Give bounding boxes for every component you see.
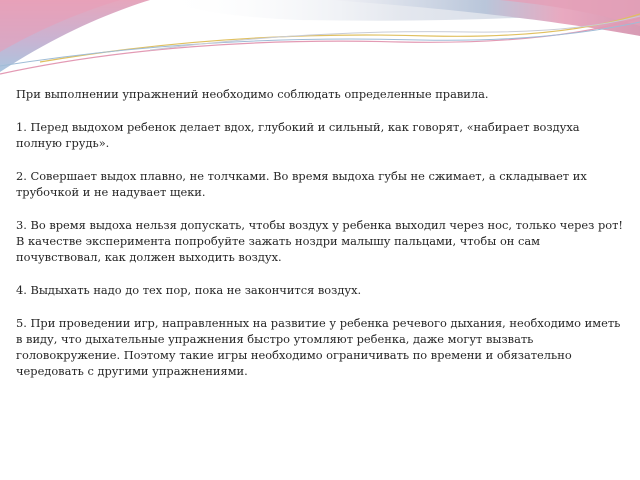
wave-line-pink <box>0 18 640 74</box>
paragraph-rule-3: 3. Во время выдоха нельзя допускать, чтобы воздух у ребенка выходил через нос, только через рот! В качестве эксперимента попробуйте зажать ноздри малышу пальцами, чтобы он сам почувствовал, как должен выходить воздух. <box>16 218 623 264</box>
paragraph-rule-5: 5. При проведении игр, направленных на развитие у ребенка речевого дыхания, необходимо иметь в виду, что дыхательные упражнения быстро утомляют ребенка, даже могут вызвать головокружение. Поэтому такие игры необходимо ограничивать по времени и обязательно чередовать с другими упражнениями. <box>16 316 621 378</box>
decorative-wave-header <box>0 0 640 80</box>
wave-line-blue <box>0 22 640 66</box>
paragraph-intro: При выполнении упражнений необходимо соблюдать определенные правила. <box>16 87 489 101</box>
slide-body <box>16 86 624 396</box>
paragraph-rule-1: 1. Перед выдохом ребенок делает вдох, глубокий и сильный, как говорят, «набирает воздуха полную грудь». <box>16 120 580 150</box>
paragraph-rule-2: 2. Совершает выдох плавно, не толчками. Во время выдоха губы не сжимает, а складывает их трубочкой и не надувает щеки. <box>16 169 587 199</box>
paragraph-rule-4: 4. Выдыхать надо до тех пор, пока не закончится воздух. <box>16 283 362 297</box>
